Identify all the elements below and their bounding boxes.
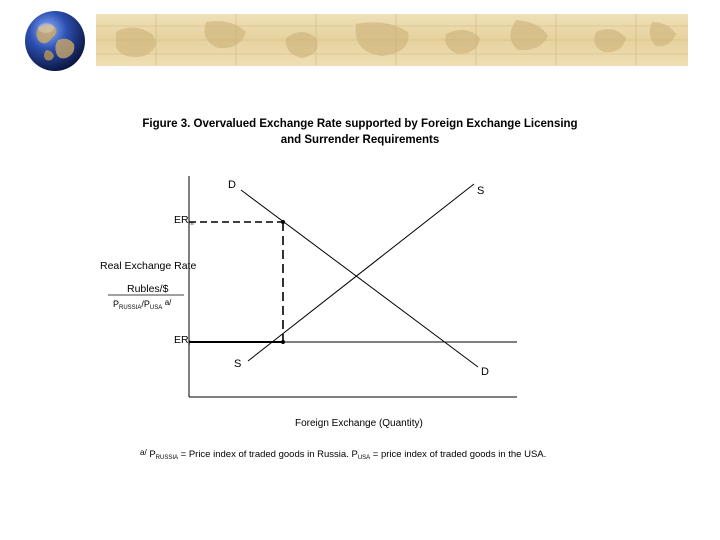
footnote-marker: a/ (140, 448, 147, 457)
ratio-footnote-marker: a/ (164, 298, 172, 307)
y-axis-label: Real Exchange Rate (100, 260, 197, 272)
footnote-p-russia: P (149, 449, 156, 460)
footnote-sub-russia: RUSSIA (155, 455, 178, 461)
demand-label-bottom: D (481, 366, 489, 378)
er-f-supply-point (281, 340, 285, 344)
footnote-text-1: = Price index of traded goods in Russia. P (178, 449, 358, 460)
er-f-subscript: f (188, 341, 191, 347)
ratio-sub-russia: RUSSIA (119, 305, 142, 311)
supply-label-top: S (477, 185, 485, 197)
ratio-sub-usa: USA (149, 305, 163, 311)
er-f-label (174, 334, 190, 350)
demand-curve (241, 190, 478, 367)
demand-label-top: D (228, 179, 236, 191)
supply-label-bottom: S (234, 358, 242, 370)
er-m-subscript: m (188, 221, 194, 227)
er-m-demand-point (281, 220, 285, 224)
footnote-sub-usa: USA (357, 455, 371, 461)
figure-title-line2: and Surrender Requirements (280, 134, 440, 146)
ratio-numerator: Rubles/$ (127, 283, 169, 295)
ratio-denominator (113, 297, 171, 314)
supply-curve (248, 184, 474, 361)
footnote-text-2: = price index of traded goods in the USA. (370, 449, 547, 460)
ratio-separator: /P (141, 299, 150, 309)
x-axis-label: Foreign Exchange (Quantity) (295, 418, 423, 429)
ratio-p-russia: P (113, 299, 120, 309)
figure-title-line1: Figure 3. Overvalued Exchange Rate supported by Foreign Exchange Licensing (142, 118, 578, 130)
er-m-text: ER (174, 214, 189, 226)
er-f-text: ER (174, 334, 189, 346)
er-m-label (174, 214, 194, 230)
footnote (140, 448, 546, 461)
